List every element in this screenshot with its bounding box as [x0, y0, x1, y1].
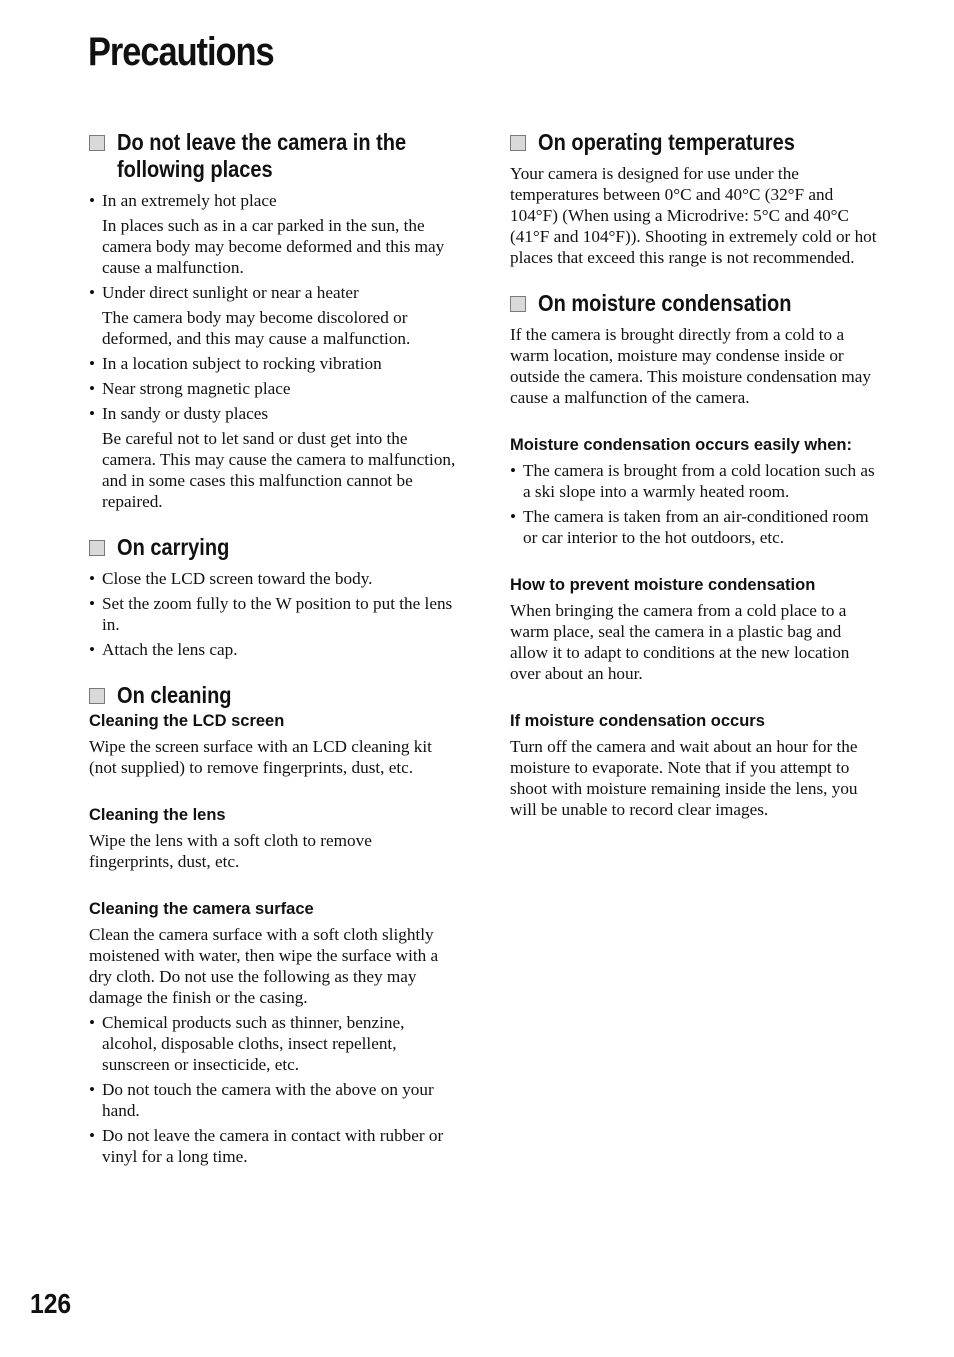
paragraph: If the camera is brought directly from a cold to a warm location, moisture may condense inside or outside the camera. This moisture condensation may cause a malfunction of the camera. [510, 325, 872, 407]
bullet-dot-icon: • [89, 594, 96, 613]
bullet-dot-icon: • [89, 640, 96, 659]
list-item [89, 190, 457, 278]
section-heading-places [89, 129, 457, 183]
bullet-dot-icon: • [89, 569, 96, 588]
paragraph: When bringing the camera from a cold place to a warm place, seal the camera in a plastic bag and allow it to adapt to conditions at the new location over about an hour. [510, 601, 850, 683]
bullet-dot-icon: • [89, 1080, 96, 1099]
occurs-easily-list [510, 460, 880, 548]
square-bullet-icon [89, 540, 105, 556]
list-item [89, 593, 457, 635]
list-item [89, 282, 457, 349]
list-item-note: The camera body may become discolored or deformed, and this may cause a malfunction. [102, 308, 411, 348]
section-temperatures [510, 129, 880, 268]
square-bullet-icon [510, 135, 526, 151]
section-heading-temperatures [510, 129, 880, 156]
section-cleaning [89, 682, 457, 1167]
bullet-dot-icon: • [89, 283, 96, 302]
paragraph: Clean the camera surface with a soft cloth slightly moistened with water, then wipe the surface with a dry cloth. Do not use the following as they may damage the finish or the casing. [89, 925, 439, 1007]
paragraph: Your camera is designed for use under the temperatures between 0°C and 40°C (32°F and 104°F) (When using a Microdrive: 5°C and 40°C (41°F and 104°F)). Shooting in extremely cold or hot places that exceed this range is not recommended. [510, 164, 877, 267]
bullet-dot-icon: • [510, 507, 517, 526]
bullet-dot-icon: • [89, 191, 96, 210]
section-heading-moisture [510, 290, 880, 317]
subsection-prevent [510, 575, 880, 684]
list-item-text: Close the LCD screen toward the body. [102, 569, 373, 588]
section-moisture [510, 290, 880, 820]
sub-heading: Cleaning the camera surface [89, 900, 314, 918]
subsection-cleaning-surface [89, 899, 457, 1167]
list-item [89, 378, 457, 399]
subsection-cleaning-lens [89, 805, 457, 872]
list-item-text: In sandy or dusty places [102, 404, 269, 423]
page-title: Precautions [88, 30, 274, 74]
paragraph: Wipe the screen surface with an LCD cleaning kit (not supplied) to remove fingerprints, dust, etc. [89, 737, 432, 777]
list-item [89, 403, 457, 512]
paragraph: Wipe the lens with a soft cloth to remove fingerprints, dust, etc. [89, 831, 372, 871]
bullet-dot-icon: • [89, 379, 96, 398]
cleaning-surface-list [89, 1012, 457, 1167]
sub-heading: Moisture condensation occurs easily when: [510, 436, 852, 454]
places-list [89, 190, 457, 512]
list-item [89, 639, 457, 660]
bullet-dot-icon: • [89, 1013, 96, 1032]
list-item [89, 1125, 457, 1167]
bullet-dot-icon: • [510, 461, 517, 480]
left-column [89, 129, 457, 1171]
list-item-note: In places such as in a car parked in the sun, the camera body may become deformed and this may cause a malfunction. [102, 216, 445, 277]
subsection-occurs-easily [510, 435, 880, 548]
square-bullet-icon [89, 135, 105, 151]
bullet-dot-icon: • [89, 404, 96, 423]
list-item-text: The camera is brought from a cold location such as a ski slope into a warmly heated room. [523, 461, 875, 501]
list-item [89, 353, 457, 374]
list-item [510, 460, 880, 502]
list-item-text: Set the zoom fully to the W position to put the lens in. [102, 594, 453, 634]
section-heading-cleaning [89, 682, 457, 709]
list-item-text: Near strong magnetic place [102, 379, 291, 398]
bullet-dot-icon: • [89, 354, 96, 373]
page-number: 126 [30, 1288, 72, 1319]
list-item [510, 506, 880, 548]
sub-heading: If moisture condensation occurs [510, 712, 765, 730]
list-item-text: In an extremely hot place [102, 191, 277, 210]
section-heading-text: On moisture condensation [538, 290, 792, 316]
section-heading-carrying [89, 534, 457, 561]
carrying-list [89, 568, 457, 660]
sub-heading: How to prevent moisture condensation [510, 576, 816, 594]
section-places [89, 129, 457, 512]
sub-heading: Cleaning the LCD screen [89, 712, 285, 730]
list-item-text: In a location subject to rocking vibration [102, 354, 382, 373]
section-heading-text: On carrying [117, 534, 230, 560]
list-item-text: Attach the lens cap. [102, 640, 238, 659]
sub-heading: Cleaning the lens [89, 806, 226, 824]
bullet-dot-icon: • [89, 1126, 96, 1145]
section-heading-text: On operating temperatures [538, 129, 795, 155]
list-item-text: Do not touch the camera with the above on your hand. [102, 1080, 434, 1120]
paragraph: Turn off the camera and wait about an hour for the moisture to evaporate. Note that if you attempt to shoot with moisture remaining inside the lens, you will be unable to record clear images. [510, 737, 858, 819]
right-column [510, 129, 880, 820]
square-bullet-icon [510, 296, 526, 312]
list-item-text: Under direct sunlight or near a heater [102, 283, 359, 302]
square-bullet-icon [89, 688, 105, 704]
list-item [89, 1079, 457, 1121]
subsection-occurs [510, 711, 880, 820]
list-item-text: Do not leave the camera in contact with rubber or vinyl for a long time. [102, 1126, 444, 1166]
subsection-cleaning-lcd [89, 711, 457, 778]
list-item [89, 1012, 457, 1075]
section-carrying [89, 534, 457, 660]
list-item-text: The camera is taken from an air-conditioned room or car interior to the hot outdoors, etc. [523, 507, 869, 547]
list-item-text: Chemical products such as thinner, benzine, alcohol, disposable cloths, insect repellent, sunscreen or insecticide, etc. [102, 1013, 405, 1074]
section-heading-text: Do not leave the camera in the following places [117, 129, 407, 182]
list-item [89, 568, 457, 589]
list-item-note: Be careful not to let sand or dust get into the camera. This may cause the camera to malfunction, and in some cases this malfunction cannot be repaired. [102, 429, 456, 511]
section-heading-text: On cleaning [117, 682, 232, 708]
